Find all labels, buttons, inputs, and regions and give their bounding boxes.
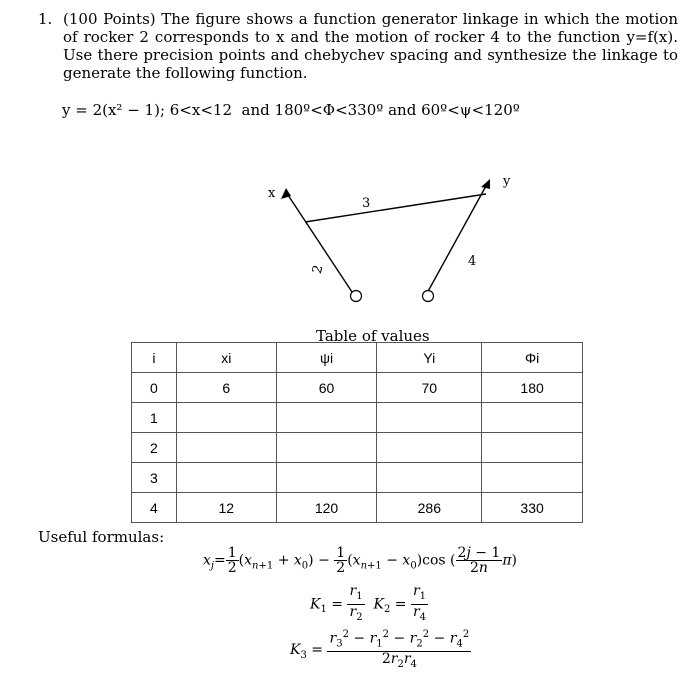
problem-statement (38, 10, 678, 82)
formulas-block (195, 540, 555, 690)
cell (377, 403, 482, 433)
table-row (132, 433, 583, 463)
link-label-4: 4 (468, 254, 477, 269)
x-label: x (268, 186, 276, 201)
cell: 286 (377, 493, 482, 523)
cell (276, 403, 377, 433)
cell: 2 (132, 433, 177, 463)
cell (176, 463, 276, 493)
header-yi: Yi (377, 343, 482, 373)
cell: 0 (132, 373, 177, 403)
header-psi: ψi (276, 343, 377, 373)
cell: 3 (132, 463, 177, 493)
cell (377, 463, 482, 493)
rocker-2-link (286, 192, 354, 295)
cell (377, 433, 482, 463)
cell: 180 (482, 373, 583, 403)
table-row (132, 493, 583, 523)
cell (176, 433, 276, 463)
linkage-diagram (250, 172, 530, 307)
k3-formula: $K_3$ = $\frac{r_3^2 - r_1^2 - r_2^2 - r_4^2}{2r_2r_4}$ (290, 629, 470, 671)
cell: 4 (132, 493, 177, 523)
k1-k2-formula: $K_1$ = $\frac{r_1}{r_2}$ $K_2$ = $\frac{r_1}{r_4}$ (310, 583, 427, 623)
problem-number: 1. (38, 10, 53, 28)
cell (482, 433, 583, 463)
function-definition: y = 2(x² − 1); 6<x<12 (62, 101, 232, 119)
link-label-3: 3 (362, 196, 371, 211)
linkage-figure (250, 172, 530, 307)
cell (276, 463, 377, 493)
header-i: i (132, 343, 177, 373)
useful-formulas-heading: Useful formulas: (38, 528, 165, 546)
table-caption: Table of values (316, 327, 430, 345)
cell: 120 (276, 493, 377, 523)
cell (482, 463, 583, 493)
table-row (132, 373, 583, 403)
table-header-row (132, 343, 583, 373)
pivot-2-icon (351, 291, 362, 302)
chebyshev-formula: $x_j=$ $\frac{1}{2}$ $(x_{n+1} + x_0)$ − $\frac{1}{2}$ $(x_{n+1} - x_0)\cos$ ( $\frac{2j - 1}{2n}$ π) (203, 545, 517, 576)
cell: 330 (482, 493, 583, 523)
table-row (132, 463, 583, 493)
cell: 70 (377, 373, 482, 403)
cell (276, 433, 377, 463)
coupler-3-link (305, 194, 486, 222)
table-row (132, 403, 583, 433)
cell: 1 (132, 403, 177, 433)
y-arrow-icon (481, 179, 490, 189)
link-label-2: 2 (309, 263, 327, 276)
header-phi: Φi (482, 343, 583, 373)
function-equation (62, 101, 520, 119)
problem-text: (100 Points) The figure shows a function generator linkage in which the motion of rocker 2 corresponds to x and the motion of rocker 4 to the function y=f(x). Use there precision points and chebychev spacing and synthesize the linkage to generate the following function. (63, 10, 678, 82)
pivot-4-icon (423, 291, 434, 302)
values-table (131, 342, 583, 523)
cell (176, 403, 276, 433)
cell: 60 (276, 373, 377, 403)
cell (482, 403, 583, 433)
angle-ranges: and 180º<Φ<330º and 60º<ψ<120º (241, 101, 520, 119)
y-label: y (503, 174, 511, 189)
cell: 6 (176, 373, 276, 403)
cell: 12 (176, 493, 276, 523)
header-xi: xi (176, 343, 276, 373)
